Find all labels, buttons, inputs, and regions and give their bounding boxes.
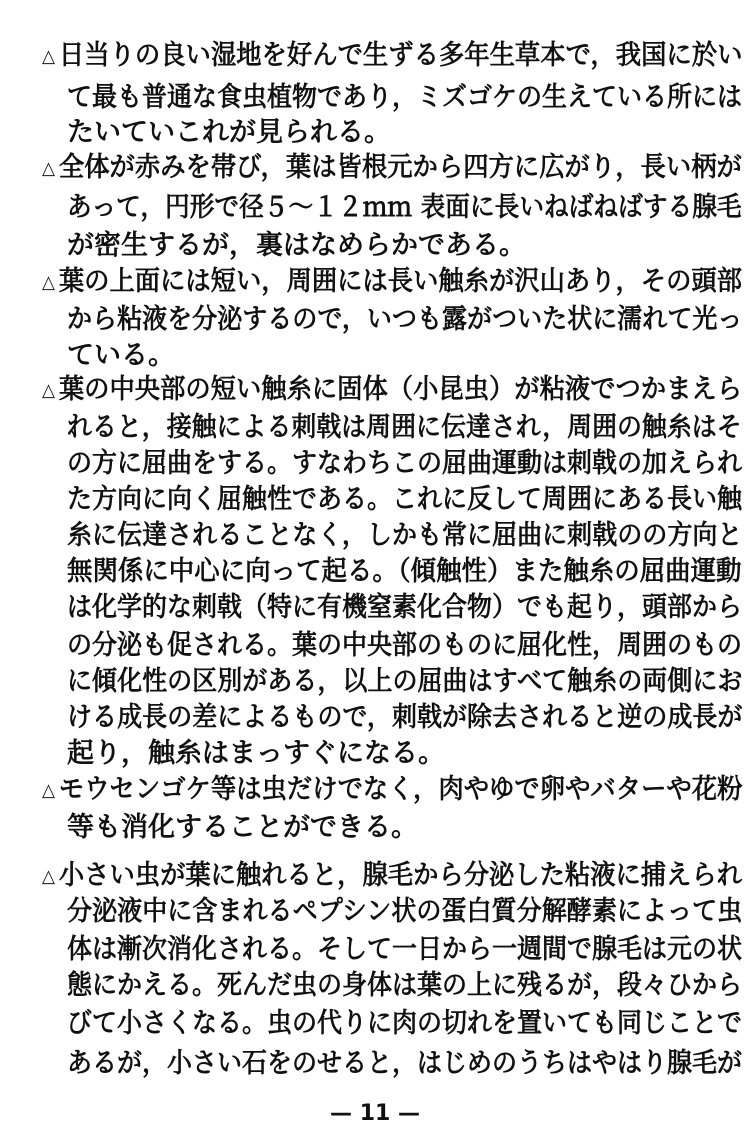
text-line: あるが，小さい石をのせると，はじめのうちはやはり腺毛が xyxy=(67,1048,742,1079)
triangle-bullet-icon: △ xyxy=(42,866,55,887)
text-line: れると，接触による刺戟は周囲に伝達され，周囲の触糸はそ xyxy=(67,412,742,443)
text-line: びて小さくなる。虫の代りに肉の切れを置いても同じことで xyxy=(67,1008,742,1039)
triangle-bullet-icon: △ xyxy=(42,158,55,179)
text-line: ている。 xyxy=(67,340,175,371)
triangle-bullet-icon: △ xyxy=(42,380,55,401)
text-line: △ 小さい虫が葉に触れると，腺毛から分泌した粘液に捕えられ xyxy=(42,858,742,895)
text-line: 起り，触糸はまっすぐになる。 xyxy=(67,738,445,769)
text-line: 態にかえる。死んだ虫の身体は葉の上に残るが，段々ひから xyxy=(67,970,742,1001)
text-line: 等も消化することができる。 xyxy=(67,812,418,843)
text-line: あって，円形で径５～１２ｍｍ 表面に長いねばねばする腺毛 xyxy=(67,192,742,223)
text-line: △ 葉の上面には短い，周囲には長い触糸が沢山あり，その頭部 xyxy=(42,264,742,301)
triangle-bullet-icon: △ xyxy=(42,780,55,801)
text-line: て最も普通な食虫植物であり，ミズゴケの生えている所には xyxy=(67,82,742,113)
text-line: 分泌液中に含まれるペプシン状の蛋白質分解酵素によって虫 xyxy=(67,896,743,927)
text-line: が密生するが，裏はなめらかである。 xyxy=(67,230,526,261)
text-line: に傾化性の区別がある，以上の屈曲はすべて触糸の両側にお xyxy=(67,666,743,697)
triangle-bullet-icon: △ xyxy=(42,272,55,293)
text-line: た方向に向く屈触性である。これに反して周囲にある長い触 xyxy=(67,484,742,515)
triangle-bullet-icon: △ xyxy=(42,46,55,67)
text-line: △ モウセンゴケ等は虫だけでなく，肉やゆで卵やバターや花粉 xyxy=(42,772,742,809)
text-line: は化学的な刺戟（特に有機窒素化合物）でも起り，頭部から xyxy=(67,592,742,623)
text-line: から粘液を分泌するので，いつも露がついた状に濡れて光っ xyxy=(67,304,743,335)
text-line: の分泌も促される。葉の中央部のものに屈化性，周囲のもの xyxy=(67,630,742,661)
text-line: ける成長の差によるもので，刺戟が除去されると逆の成長が xyxy=(67,702,743,733)
text-line: 無関係に中心に向って起る。（傾触性）また触糸の屈曲運動 xyxy=(67,556,742,587)
text-line: △ 日当りの良い湿地を好んで生ずる多年生草本で，我国に於い xyxy=(42,38,742,75)
text-line: 体は漸次消化される。そして一日から一週間で腺毛は元の状 xyxy=(67,934,742,965)
text-line: の方に屈曲をする。すなわちこの屈曲運動は刺戟の加えられ xyxy=(67,448,742,479)
text-line: △ 葉の中央部の短い触糸に固体（小昆虫）が粘液でつかまえら xyxy=(42,372,742,409)
text-line: △ 全体が赤みを帯び，葉は皆根元から四方に広がり，長い柄が xyxy=(42,150,742,187)
page-number: — 11 — xyxy=(330,1101,420,1126)
text-line: たいていこれが見られる。 xyxy=(67,117,391,148)
text-line: 糸に伝達されることなく，しかも常に屈曲に刺戟のの方向と xyxy=(67,520,743,551)
